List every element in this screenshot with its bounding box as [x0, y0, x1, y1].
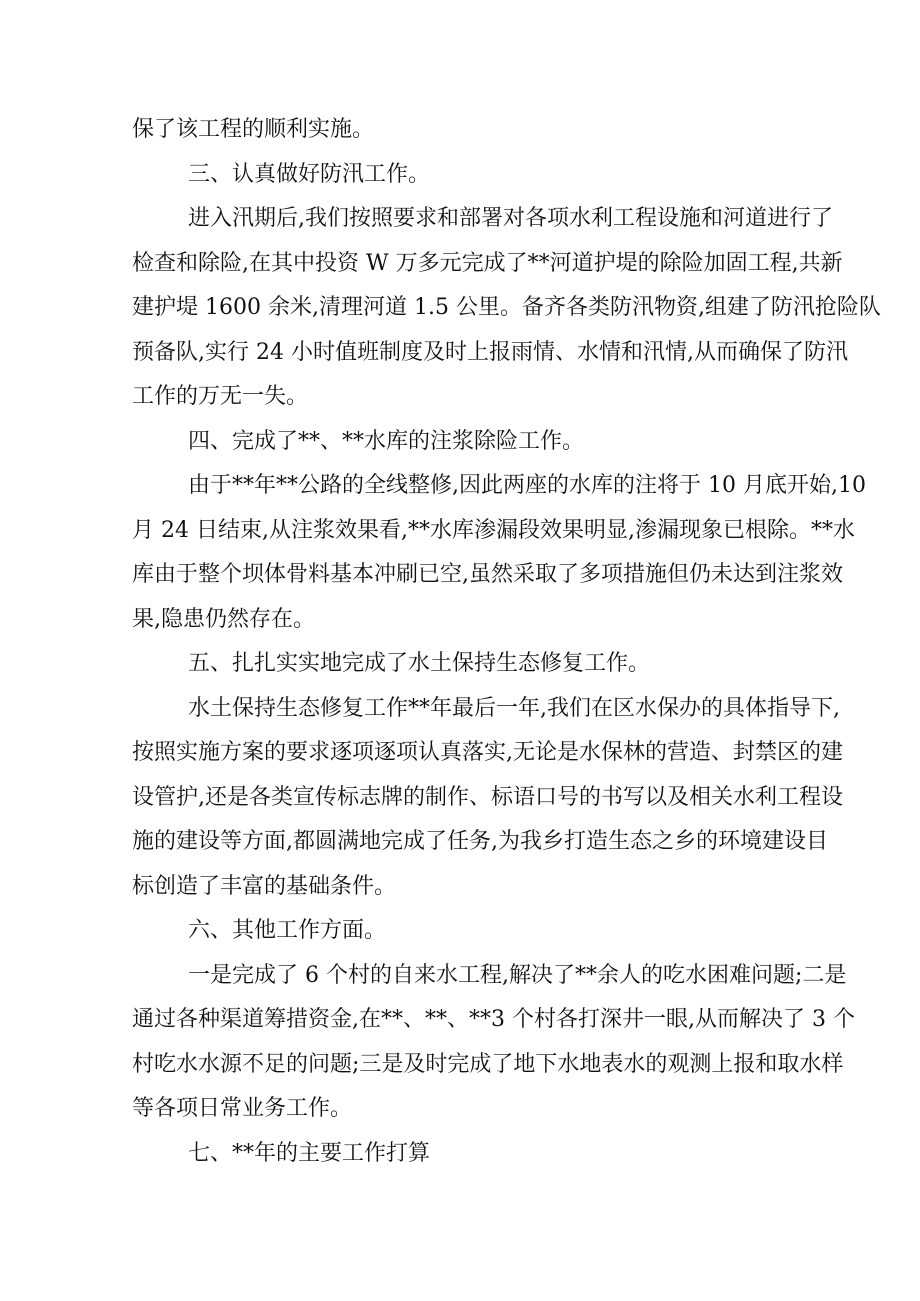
text-line: 建护堤 1600 余米,清理河道 1.5 公里。备齐各类防汛物资,组建了防汛抢险队 — [132, 295, 881, 320]
text-line: 水土保持生态修复工作**年最后一年,我们在区水保办的具体指导下, — [188, 695, 840, 721]
text-line: 检查和除险,在其中投资 W 万多元完成了**河道护堤的除险加固工程,共新 — [132, 250, 843, 276]
text-line: 按照实施方案的要求逐项逐项认真落实,无论是水保林的营造、封禁区的建 — [132, 740, 843, 765]
text-line: 七、**年的主要工作打算 — [188, 1140, 431, 1166]
text-line: 库由于整个坝体骨料基本冲刷已空,虽然采取了多项措施但仍未达到注浆效 — [132, 562, 843, 587]
section-heading — [132, 420, 800, 465]
text-line: 月 24 日结束,从注浆效果看,**水库渗漏段效果明显,渗漏现象已根除。**水 — [132, 517, 855, 543]
text-line: 果,隐患仍然存在。 — [132, 606, 315, 632]
text-line: 预备队,实行 24 小时值班制度及时上报雨情、水情和汛情,从而确保了防汛 — [132, 339, 848, 365]
text-line: 进入汛期后,我们按照要求和部署对各项水利工程设施和河道进行了 — [188, 206, 833, 231]
section-heading — [132, 642, 800, 687]
text-line: 由于**年**公路的全线整修,因此两座的水库的注将于 10 月底开始,10 — [188, 473, 866, 498]
text-line: 工作的万无一失。 — [132, 384, 309, 409]
text-line: 五、扎扎实实地完成了水土保持生态修复工作。 — [188, 651, 651, 676]
text-line: 标创造了丰富的基础条件。 — [132, 873, 397, 899]
text-line: 设管护,还是各类宣传标志牌的制作、标语口号的书写以及相关水利工程设 — [132, 784, 843, 810]
section-heading — [132, 153, 800, 198]
text-line: 施的建设等方面,都圆满地完成了任务,为我乡打造生态之乡的环境建设目 — [132, 829, 828, 854]
text-line: 一是完成了 6 个村的自来水工程,解决了**余人的吃水困难问题;二是 — [188, 962, 847, 988]
text-line: 村吃水水源不足的问题;三是及时完成了地下水地表水的观测上报和取水样 — [132, 1051, 844, 1077]
body-paragraph — [132, 464, 866, 642]
text-line: 六、其他工作方面。 — [188, 918, 387, 943]
section-heading — [132, 1132, 800, 1177]
text-line: 保了该工程的顺利实施。 — [132, 117, 375, 142]
text-line: 通过各种渠道筹措资金,在**、**、**3 个村各打深井一眼,从而解决了 3 个 — [132, 1007, 855, 1032]
section-heading — [132, 909, 800, 954]
document-body — [132, 108, 881, 1176]
text-line: 等各项日常业务工作。 — [132, 1096, 353, 1121]
body-paragraph — [132, 197, 881, 420]
text-line: 三、认真做好防汛工作。 — [188, 161, 431, 187]
body-paragraph — [132, 687, 843, 910]
body-paragraph — [132, 108, 800, 153]
body-paragraph — [132, 954, 855, 1132]
text-line: 四、完成了**、**水库的注浆除险工作。 — [188, 428, 585, 454]
